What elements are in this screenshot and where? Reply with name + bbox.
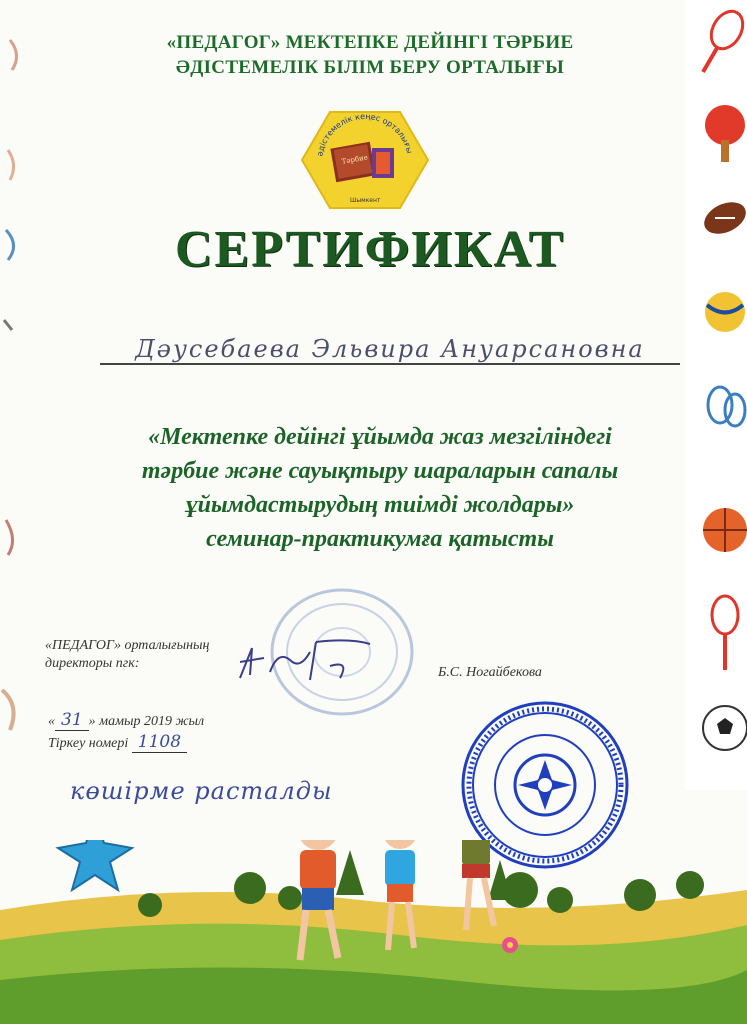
children-landscape-illustration — [0, 840, 747, 1024]
certificate-title: СЕРТИФИКАТ — [174, 221, 566, 278]
date-day: 31 — [55, 710, 89, 731]
seminar-line-2: тәрбие және сауықтыру шараларын сапалы — [141, 458, 619, 484]
football-icon — [699, 196, 747, 240]
recipient-name: Дәусебаева Эльвира Ануарсановна — [135, 335, 645, 363]
logo-bottom-text: Шымкент — [350, 197, 381, 204]
ping-pong-icon — [705, 105, 745, 162]
director-line-1: «ПЕДАГОГ» орталығының — [45, 638, 210, 653]
director-label — [45, 637, 209, 673]
center-logo — [300, 110, 430, 210]
star-icon — [58, 840, 132, 890]
registration-label: Тіркеу номері — [48, 736, 132, 751]
director-name: Б.С. Ногайбекова — [438, 665, 542, 680]
registration-value: 1108 — [132, 732, 187, 753]
basketball-icon — [703, 508, 747, 552]
director-signature — [230, 630, 390, 690]
seminar-description — [60, 420, 700, 556]
organization-line-2: ӘДІСТЕМЕЛІК БІЛІМ БЕРУ ОРТАЛЫҒЫ — [175, 57, 565, 78]
sports-border — [685, 0, 747, 790]
volleyball-icon — [705, 292, 745, 332]
logo-arc-text: әдістемелік кеңес орталығы — [315, 111, 415, 157]
logo-book-text: Тәрбие — [341, 153, 369, 166]
tennis-racket-icon — [703, 6, 747, 72]
emblem-icon — [515, 755, 575, 815]
seminar-line-4: семинар-практикумға қатысты — [206, 526, 554, 552]
seminar-line-3: ұйымдастырудың тиімді жолдары» — [185, 492, 575, 518]
issue-date: « 31 » мамыр 2019 жыл — [48, 710, 205, 730]
organization-line-1: «ПЕДАГОГ» МЕКТЕПКЕ ДЕЙІНГІ ТӘРБИЕ — [166, 32, 574, 53]
organization-name — [110, 30, 630, 80]
seminar-line-1: «Мектепке дейінгі ұйымда жаз мезгіліндегі — [148, 424, 612, 450]
flower-icon — [502, 937, 518, 953]
name-underline — [100, 363, 680, 365]
book-icon — [330, 142, 375, 182]
badminton-racket-icon — [708, 387, 745, 426]
soccer-ball-icon — [703, 706, 747, 750]
registration-number — [48, 732, 204, 754]
handwritten-note: көшірме расталды — [70, 777, 333, 805]
director-line-2: директоры пгк: — [45, 656, 140, 671]
date-month-year: » мамыр 2019 жыл — [88, 714, 205, 729]
issue-date-block — [48, 710, 204, 754]
tennis-racket-icon-2 — [712, 596, 738, 670]
